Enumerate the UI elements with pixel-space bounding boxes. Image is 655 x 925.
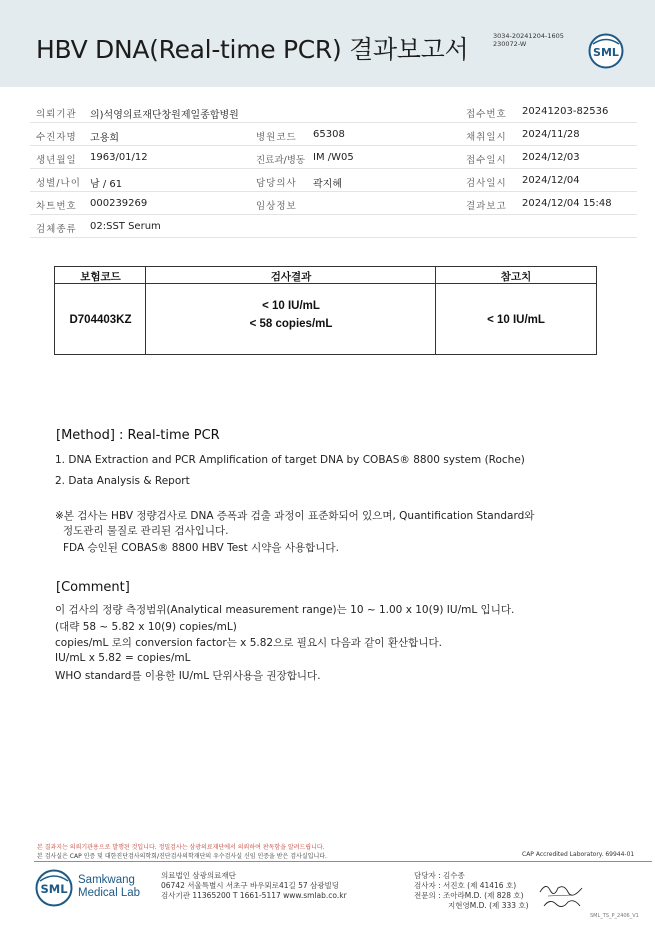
footer-sml-logo-text: SML: [40, 882, 68, 896]
info-row-institution: [30, 100, 637, 123]
doctor-label: 담당의사: [256, 178, 297, 189]
info-row-patient: [30, 123, 637, 146]
header-reference: 참고치: [500, 271, 532, 283]
patient-label: 수진자명: [36, 132, 77, 143]
info-row-specimen: [30, 215, 637, 238]
footer-note-1: 본 결과지는 의뢰기관용으로 발행된 것입니다. 정밀검사는 삼광의료재단에서 의뢰하여 판독함을 알려드립니다.: [37, 844, 325, 851]
report-title: HBV DNA(Real-time PCR) 결과보고서: [36, 35, 469, 64]
test-date-label: 검사일시: [466, 178, 507, 189]
patient-value: 고용희: [90, 133, 119, 144]
footer-contact: 검사기관 11365200 T 1661-5117 www.smlab.co.kr: [161, 891, 347, 900]
specimen-label: 검체종류: [36, 224, 77, 235]
info-row-dob: [30, 146, 637, 169]
footer-org: 의료법인 삼광의료재단: [161, 871, 236, 880]
cap-accreditation: CAP Accredited Laboratory. 69944-01: [522, 851, 635, 858]
method-note-1: ※본 검사는 HBV 정량검사로 DNA 증폭과 검출 과정이 표준화되어 있으며, Quantification Standard와: [55, 510, 535, 522]
result-table: [54, 266, 597, 355]
method-line-2: 2. Data Analysis & Report: [55, 475, 190, 487]
staff-specialist-1: 전문의 : 조아라M.D. (제 828 호): [414, 891, 524, 900]
doctor-value: 곽지혜: [313, 179, 342, 190]
collect-date-value: 2024/11/28: [522, 129, 580, 140]
comment-line-5: WHO standard를 이용한 IU/mL 단위사용을 권장합니다.: [55, 670, 321, 682]
footer-sml-logo-icon: [35, 869, 73, 907]
receipt-no-value: 20241203-82536: [522, 106, 609, 117]
method-note-3: FDA 승인된 COBAS® 8800 HBV Test 시약을 사용합니다.: [63, 542, 339, 554]
comment-line-1: 이 검사의 정량 측정범위(Analytical measurement range)는 10 ~ 1.00 x 10(9) IU/mL 입니다.: [55, 604, 515, 616]
dob-value: 1963/01/12: [90, 152, 148, 163]
signature-icon: [538, 880, 586, 912]
method-title: [Method] : Real-time PCR: [56, 428, 220, 443]
sex-age-value: 남 / 61: [90, 179, 123, 190]
comment-line-2: (대략 58 ~ 5.82 x 10(9) copies/mL): [55, 621, 237, 633]
footer-address: 06742 서울특별시 서초구 바우뫼로41길 57 삼광빌딩: [161, 881, 340, 890]
document-code-line-1: 3034-20241204-1605: [493, 32, 564, 40]
result-value-iu: < 10 IU/mL: [262, 300, 320, 312]
sex-age-label: 성별/나이: [36, 178, 81, 189]
dob-label: 생년월일: [36, 155, 77, 166]
form-code: SML_TS_P_2406_V1: [590, 913, 639, 919]
info-row-chart: [30, 192, 637, 215]
method-note-2: 정도관리 물질로 관리된 검사입니다.: [63, 525, 229, 537]
footer-org-block: [161, 871, 347, 901]
info-row-sex-age: [30, 169, 637, 192]
ward-code-value: 65308: [313, 129, 345, 140]
specimen-value: 02:SST Serum: [90, 221, 161, 232]
receipt-date-value: 2024/12/03: [522, 152, 580, 163]
comment-line-3: copies/mL 로의 conversion factor는 x 5.82으로 필요시 다음과 같이 환산합니다.: [55, 637, 442, 649]
receipt-date-label: 접수일시: [466, 155, 507, 166]
staff-examiner: 검사자 : 서진호 (제 41416 호): [414, 881, 517, 890]
header-insurance-code: 보험코드: [80, 271, 121, 283]
document-code: [493, 32, 564, 48]
header-test-result: 검사결과: [270, 271, 312, 283]
document-code-line-2: 230072-W: [493, 40, 527, 48]
report-header: [0, 0, 655, 87]
staff-specialist-2: 지현영M.D. (제 333 호): [448, 901, 529, 910]
sml-logo-icon: [588, 33, 624, 69]
report-date-value: 2024/12/04 15:48: [522, 198, 612, 209]
institution-label: 의뢰기관: [36, 109, 77, 120]
footer-note-2: 본 검사실은 CAP 인증 및 대한진단검사의학회/진단검사의학재단의 우수검사실 신임 인증을 받은 검사실입니다.: [37, 853, 327, 860]
brand-name-line-1: Samkwang: [78, 874, 135, 886]
sml-logo-text: SML: [593, 46, 619, 59]
ward-code-label: 병원코드: [256, 132, 297, 143]
report-date-label: 결과보고: [466, 201, 507, 212]
reference-value: < 10 IU/mL: [487, 314, 545, 326]
dept-label: 진료과/병동: [256, 155, 306, 166]
collect-date-label: 채취일시: [466, 132, 507, 143]
brand-name-line-2: Medical Lab: [78, 887, 141, 899]
clinical-label: 임상정보: [256, 201, 297, 212]
result-value-copies: < 58 copies/mL: [249, 318, 333, 330]
insurance-code-value: D704403KZ: [69, 314, 132, 326]
receipt-no-label: 접수번호: [466, 109, 507, 120]
chart-no-label: 차트번호: [36, 201, 77, 212]
chart-no-value: 000239269: [90, 198, 148, 209]
staff-manager: 담당자 : 김수종: [414, 871, 465, 880]
method-line-1: 1. DNA Extraction and PCR Amplification of target DNA by COBAS® 8800 system (Roche): [55, 454, 525, 466]
test-date-value: 2024/12/04: [522, 175, 580, 186]
comment-title: [Comment]: [56, 580, 130, 595]
institution-value: 의)석영의료재단창원제일종합병원: [90, 110, 239, 121]
footer-staff-block: [414, 871, 529, 911]
footer-divider: [34, 861, 652, 862]
comment-line-4: IU/mL x 5.82 = copies/mL: [55, 652, 191, 664]
dept-value: IM /W05: [313, 152, 354, 163]
footer-brand: [78, 874, 140, 900]
